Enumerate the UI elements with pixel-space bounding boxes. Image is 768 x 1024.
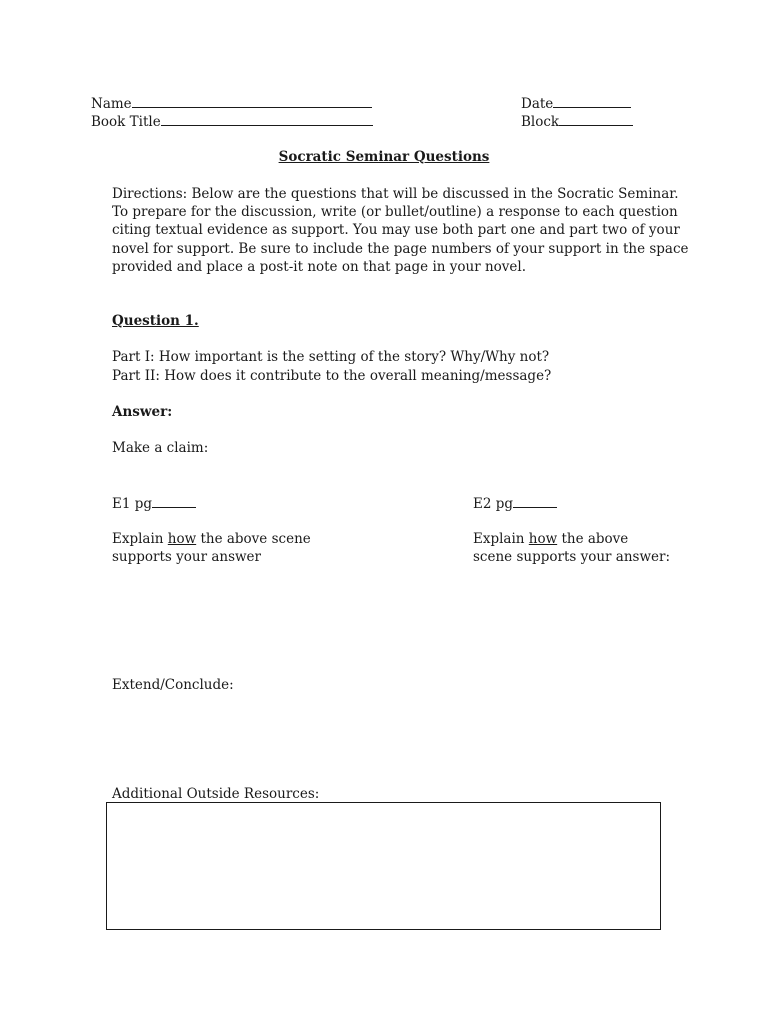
explain-rest: the above scene bbox=[196, 531, 311, 547]
evidence-1-explain bbox=[112, 530, 311, 566]
name-field[interactable] bbox=[91, 94, 372, 113]
directions-line: provided and place a post-it note on that page in your novel. bbox=[112, 258, 526, 275]
directions-line: To prepare for the discussion, write (or bullet/outline) a response to each question bbox=[112, 204, 678, 221]
question-part-1: Part I: How important is the setting of the story? Why/Why not? bbox=[112, 349, 550, 365]
book-title-blank[interactable] bbox=[161, 112, 373, 126]
explain-how: how bbox=[528, 531, 558, 547]
directions-line: Directions: Below are the questions that will be discussed in the Socratic Seminar. bbox=[112, 186, 679, 202]
name-blank[interactable] bbox=[132, 94, 372, 108]
claim-label: Make a claim: bbox=[112, 440, 209, 456]
explain-how: how bbox=[167, 531, 197, 547]
block-label: Block bbox=[521, 114, 560, 130]
date-label: Date bbox=[521, 96, 554, 112]
evidence-1-label: E1 pg bbox=[112, 496, 153, 512]
book-title-label: Book Title bbox=[91, 114, 161, 130]
answer-label: Answer: bbox=[112, 404, 173, 420]
directions-line: citing textual evidence as support. You may use both part one and part two of your bbox=[112, 222, 680, 239]
explain-line-2: supports your answer bbox=[112, 549, 261, 566]
resources-box[interactable] bbox=[106, 802, 661, 930]
evidence-1-page-field[interactable] bbox=[112, 494, 196, 513]
explain-prefix: Explain bbox=[473, 531, 529, 547]
directions-line: novel for support. Be sure to include the page numbers of your support in the space bbox=[112, 240, 689, 257]
book-title-field[interactable] bbox=[91, 112, 373, 131]
explain-prefix: Explain bbox=[112, 531, 168, 547]
date-blank[interactable] bbox=[553, 94, 631, 108]
name-label: Name bbox=[91, 96, 132, 112]
question-heading: Question 1. bbox=[112, 313, 199, 329]
evidence-2-explain bbox=[473, 530, 670, 566]
block-field[interactable] bbox=[521, 112, 633, 131]
evidence-2-page-field[interactable] bbox=[473, 494, 557, 513]
directions-paragraph bbox=[112, 185, 689, 276]
explain-rest: the above bbox=[557, 531, 629, 547]
block-blank[interactable] bbox=[559, 112, 633, 126]
question-part-2: Part II: How does it contribute to the overall meaning/message? bbox=[112, 368, 552, 384]
date-field[interactable] bbox=[521, 94, 631, 113]
evidence-1-page-blank[interactable] bbox=[152, 494, 196, 508]
extend-conclude-label: Extend/Conclude: bbox=[112, 677, 234, 693]
explain-line-2: scene supports your answer: bbox=[473, 549, 670, 566]
evidence-2-page-blank[interactable] bbox=[513, 494, 557, 508]
evidence-2-label: E2 pg bbox=[473, 496, 514, 512]
resources-label: Additional Outside Resources: bbox=[112, 786, 320, 802]
page-title: Socratic Seminar Questions bbox=[278, 149, 490, 165]
